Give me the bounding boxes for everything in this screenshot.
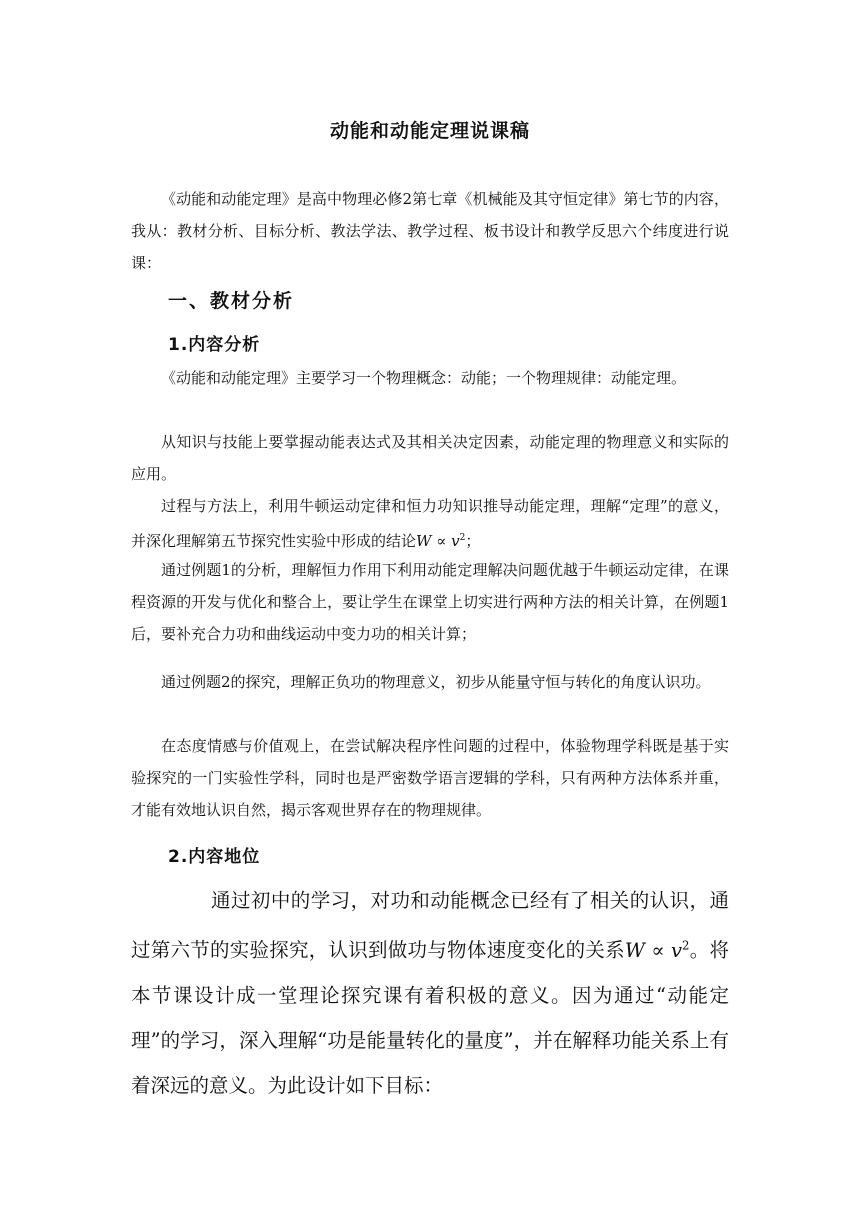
formula-w-prop-v2: $W \propto v^2$ bbox=[416, 532, 466, 550]
formula-w-prop-v2-second: $W \propto v^2$ bbox=[624, 938, 690, 962]
subsection-heading-content-position: 2.内容地位 bbox=[168, 847, 261, 867]
paragraph-example-1: 通过例题1的分析，理解恒力作用下利用动能定理解决问题优越于牛顿运动定律，在课程资源的开发与优化和整合上，要让学生在课堂上切实进行两种方法的相关计算，在例题1后，要补充合力功和曲线运动中变力功的相关计算； bbox=[131, 561, 729, 643]
subsection-heading-content-analysis: 1.内容分析 bbox=[168, 335, 261, 355]
paragraph-process-methods: 过程与方法上，利用牛顿运动定律和恒力功知识推导动能定理，理解“定理”的意义，并深化理解第五节探究性实验中形成的结论$W \propto v^2$； bbox=[131, 497, 729, 550]
paragraph-example-2: 通过例题2的探究，理解正负功的物理意义，初步从能量守恒与转化的角度认识功。 bbox=[161, 673, 711, 691]
paragraph-concepts: 《动能和动能定理》主要学习一个物理概念：动能；一个物理规律：动能定理。 bbox=[161, 369, 687, 387]
paragraph-content-position: 通过初中的学习，对功和动能概念已经有了相关的认识，通过第六节的实验探究，认识到做功与物体速度变化的关系$W \propto v^2$。将本节课设计成一堂理论探究课有着积极的意义。因为通过“动能定理”的学习，深入理解“功是能量转化的量度”，并在解释功能关系上有着深远的意义。为此设计如下目标： bbox=[131, 889, 729, 1097]
section-heading-textbook-analysis: 一、教材分析 bbox=[168, 290, 295, 312]
document-title: 动能和动能定理说课稿 bbox=[329, 120, 530, 142]
paragraph-process-methods-text: 过程与方法上，利用牛顿运动定律和恒力功知识推导动能定理，理解“定理”的意义，并深化理解第五节探究性实验中形成的结论 bbox=[131, 497, 729, 550]
intro-paragraph: 《动能和动能定理》是高中物理必修2第七章《机械能及其守恒定律》第七节的内容，我从：教材分析、目标分析、教法学法、教学过程、板书设计和教学反思六个纬度进行说课： bbox=[131, 190, 729, 272]
paragraph-attitude-values: 在态度情感与价值观上，在尝试解决程序性问题的过程中，体验物理学科既是基于实验探究的一门实验性学科，同时也是严密数学语言逻辑的学科，只有两种方法体系并重，才能有效地认识自然，揭示客观世界存在的物理规律。 bbox=[131, 737, 729, 819]
paragraph-knowledge-skills: 从知识与技能上要掌握动能表达式及其相关决定因素，动能定理的物理意义和实际的应用。 bbox=[131, 433, 729, 483]
